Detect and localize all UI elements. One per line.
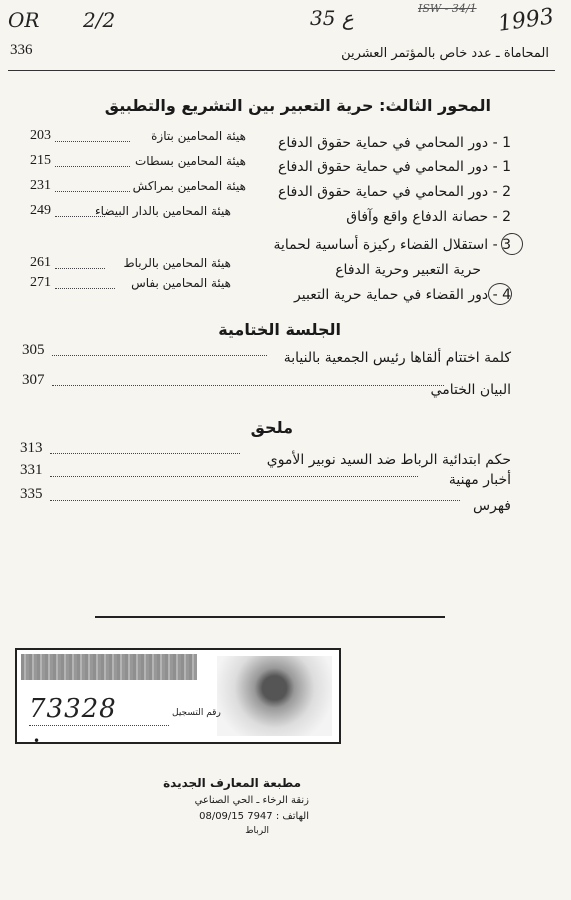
leader-dots <box>55 288 115 289</box>
page-ref: 331 <box>20 462 43 478</box>
entry-title: فهرس <box>473 498 511 514</box>
leader-dots <box>52 355 267 356</box>
stamp-number-line <box>29 725 169 726</box>
page-ref: 307 <box>22 372 45 388</box>
entry-title: 3 - استقلال القضاء ركيزة أساسية لحماية <box>273 237 511 253</box>
entry-title: كلمة اختتام ألقاها رئيس الجمعية بالنيابة <box>283 350 511 366</box>
header-rule <box>8 70 555 71</box>
entry-title: 4 - دور القضاء في حماية حرية التعبير <box>294 287 511 303</box>
entry-title: 1 - دور المحامي في حماية حقوق الدفاع <box>277 159 511 175</box>
running-title: المحاماة ـ عدد خاص بالمؤتمر العشرين <box>341 46 549 61</box>
leader-dots <box>55 191 130 192</box>
page-ref: 261 <box>30 255 51 270</box>
page-ref: 305 <box>22 342 45 358</box>
separator-rule <box>95 616 445 618</box>
handwritten-note: 35 ع <box>310 6 354 30</box>
leader-dots <box>55 268 105 269</box>
stamp-seal-image <box>217 656 332 736</box>
entry-title: أخبار مهنية <box>448 472 511 488</box>
page-ref: 215 <box>30 153 51 168</box>
page-ref: 203 <box>30 128 51 143</box>
printer-phone: الهاتف : 7947 08/09/15 <box>199 811 309 822</box>
appendix-section-title: ملحق <box>250 418 293 437</box>
entry-title: 1 - دور المحامي في حماية حقوق الدفاع <box>277 135 511 151</box>
leader-dots <box>50 500 460 501</box>
library-stamp <box>15 648 341 748</box>
page-ref: 335 <box>20 486 43 502</box>
entry-title: 2 - دور المحامي في حماية حقوق الدفاع <box>277 184 511 200</box>
stamp-header-text-image <box>21 654 197 680</box>
handwritten-circle <box>501 233 523 255</box>
handwritten-fraction: 2/2 <box>83 8 116 32</box>
stamp-register-label: رقم التسجيل <box>172 708 221 718</box>
page-ref: 249 <box>30 203 51 218</box>
entry-author: هيئة المحامين بالدار البيضاء <box>95 204 231 218</box>
page-ref: 271 <box>30 275 51 290</box>
page-ref: 231 <box>30 178 51 193</box>
printer-city: الرباط <box>245 826 269 836</box>
entry-author: هيئة المحامين بسطات <box>135 154 246 168</box>
leader-dots <box>50 476 418 477</box>
entry-title: حكم ابتدائية الرباط ضد السيد نوبير الأموي <box>266 452 511 468</box>
leader-dots <box>55 166 130 167</box>
stamp-dot: • <box>33 734 41 748</box>
entry-title: حرية التعبير وحرية الدفاع <box>335 262 481 278</box>
entry-author: هيئة المحامين بالرباط <box>123 256 231 270</box>
leader-dots <box>55 141 130 142</box>
entry-title: 2 - حصانة الدفاع واقع وآفاق <box>346 209 511 225</box>
printer-name: مطبعة المعارف الجديدة <box>163 776 301 790</box>
section-title: المحور الثالث: حرية التعبير بين التشريع والتطبيق <box>104 96 491 115</box>
handwritten-circle <box>488 283 512 305</box>
closing-section-title: الجلسة الختامية <box>218 320 341 339</box>
leader-dots <box>52 385 444 386</box>
handwritten-crossed-note: ISW - 34/1 <box>418 2 477 15</box>
entry-author: هيئة المحامين بفاس <box>131 276 231 290</box>
stamp-handwritten-number: 73328 <box>29 694 117 724</box>
page-number: 336 <box>10 42 33 58</box>
handwritten-year: 1993 <box>496 4 556 37</box>
printer-address: زنقة الرخاء ـ الحي الصناعي <box>194 795 309 806</box>
entry-title: البيان الختامي <box>430 382 511 398</box>
handwritten-code: OR <box>8 8 40 32</box>
page-ref: 313 <box>20 440 43 456</box>
leader-dots <box>50 453 240 454</box>
entry-author: هيئة المحامين بمراكش <box>132 179 246 193</box>
entry-author: هيئة المحامين بتازة <box>151 129 246 143</box>
